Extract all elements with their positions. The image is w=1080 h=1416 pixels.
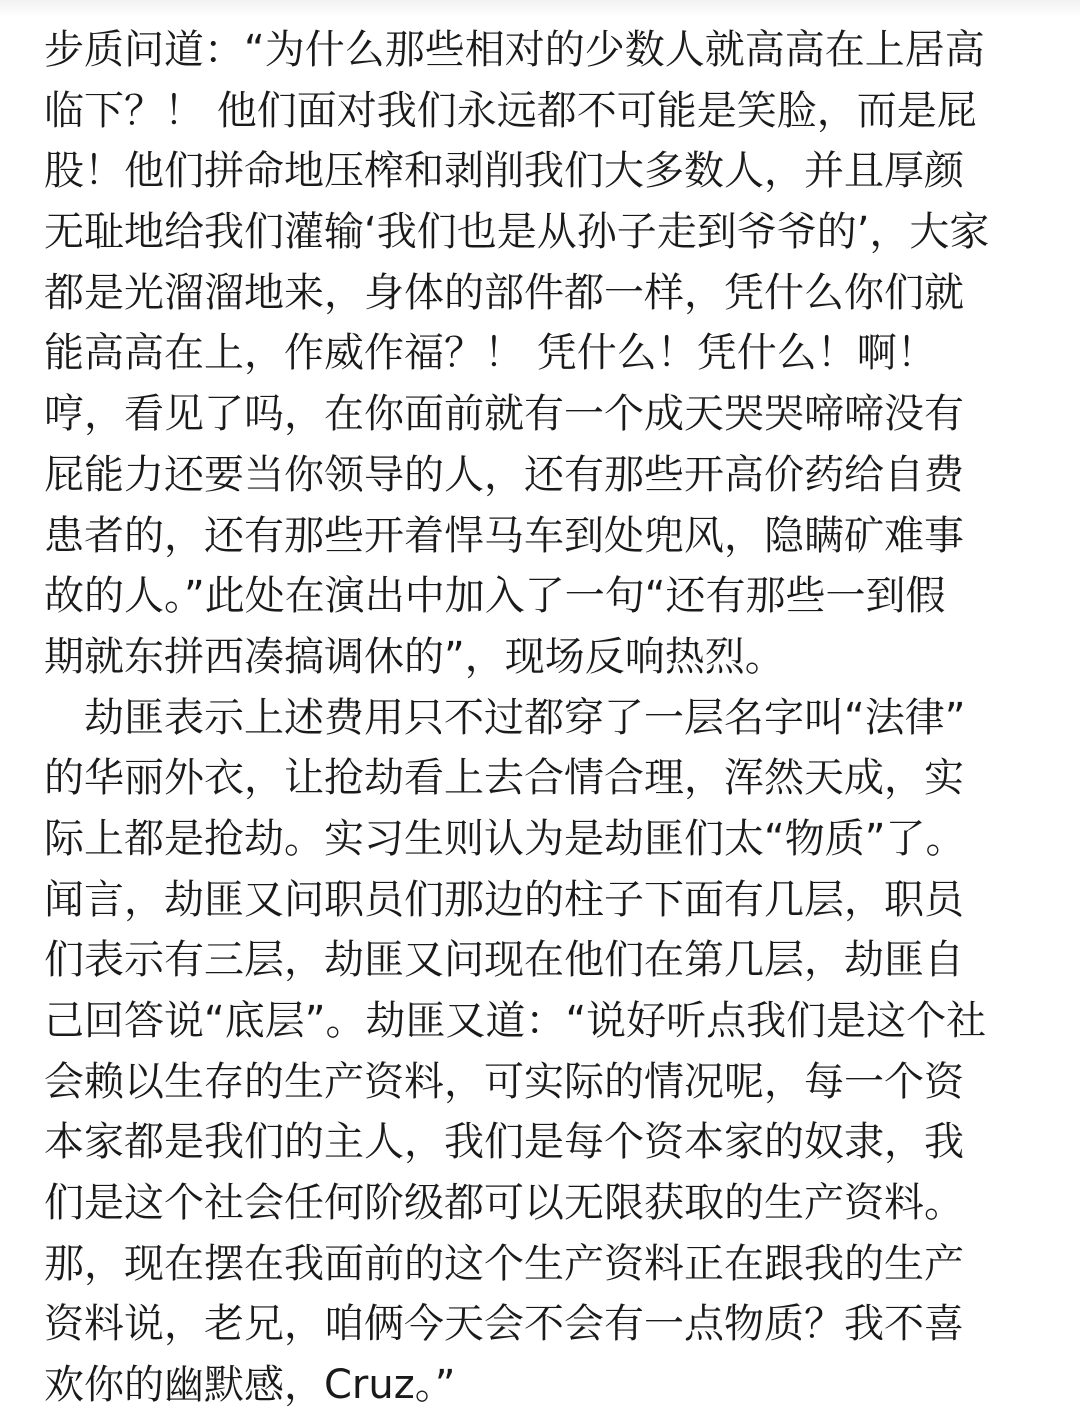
text-line: 资料说，老兄，咱俩今天会不会有一点物质？我不喜	[44, 1301, 964, 1348]
text-line: 们表示有三层，劫匪又问现在他们在第几层，劫匪自	[44, 937, 964, 984]
text-line: 股！他们拼命地压榨和剥削我们大多数人，并且厚颜	[44, 148, 964, 195]
top-shadow	[0, 0, 1080, 18]
text-line: 无耻地给我们灌输‘我们也是从孙子走到爷爷的’，大家	[44, 209, 990, 256]
text-line: 本家都是我们的主人，我们是每个资本家的奴隶，我	[44, 1119, 964, 1166]
text-line: 己回答说“底层”。劫匪又道：“说好听点我们是这个社	[44, 998, 987, 1044]
text-line: 步质问道：“为什么那些相对的少数人就高高在上居高	[44, 27, 985, 73]
text-line: 能高高在上，作威作福？！ 凭什么！凭什么！啊！	[44, 330, 937, 377]
text-line: 欢你的幽默感，Cruz。”	[44, 1362, 456, 1409]
text-line: 劫匪表示上述费用只不过都穿了一层名字叫“法律”	[44, 694, 966, 741]
text-line: 那，现在摆在我面前的这个生产资料正在跟我的生产	[44, 1240, 964, 1287]
text-line: 屁能力还要当你领导的人，还有那些开高价药给自费	[44, 451, 964, 498]
text-line: 的华丽外衣，让抢劫看上去合情合理，浑然天成，实	[44, 755, 964, 802]
text-line: 临下？！ 他们面对我们永远都不可能是笑脸，而是屁	[44, 87, 977, 134]
text-line: 期就东拼西凑搞调休的”，现场反响热烈。	[44, 633, 785, 680]
text-line: 都是光溜溜地来，身体的部件都一样，凭什么你们就	[44, 269, 964, 316]
text-line: 故的人。”此处在演出中加入了一句“还有那些一到假	[44, 573, 946, 620]
text-line: 哼，看见了吗，在你面前就有一个成天哭哭啼啼没有	[44, 391, 964, 438]
text-line: 们是这个社会任何阶级都可以无限获取的生产资料。	[44, 1180, 964, 1227]
text-line: 会赖以生存的生产资料，可实际的情况呢，每一个资	[44, 1058, 964, 1105]
text-line: 际上都是抢劫。实习生则认为是劫匪们太“物质”了。	[44, 815, 966, 862]
article-text	[44, 20, 1044, 1416]
text-line: 闻言，劫匪又问职员们那边的柱子下面有几层，职员	[44, 876, 964, 923]
text-line: 患者的，还有那些开着悍马车到处兜风，隐瞒矿难事	[44, 512, 964, 559]
